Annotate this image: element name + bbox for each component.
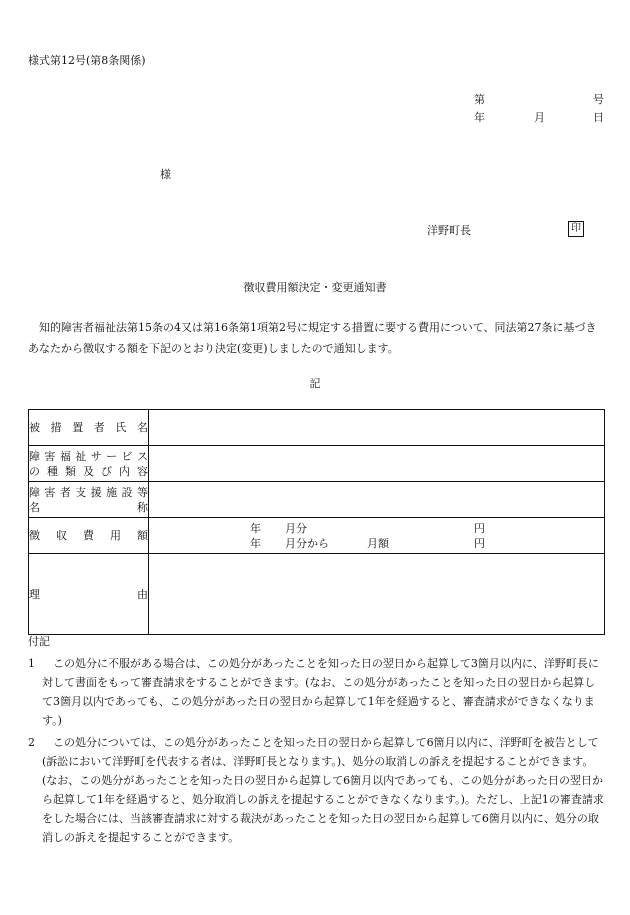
label-char: 置 [72, 421, 84, 434]
label-char: 額 [137, 529, 148, 542]
value-fee[interactable] [149, 518, 605, 554]
label-char: ビ [121, 449, 133, 463]
note-item [28, 733, 605, 847]
issue-date-day: 日 [593, 111, 604, 124]
label-facility-line1 [29, 485, 148, 500]
value-person-name[interactable] [149, 410, 605, 446]
note-number: 2 [28, 736, 35, 749]
fee-year: 年 [250, 521, 261, 535]
value-reason[interactable] [149, 554, 605, 635]
fee-row-monthly [149, 536, 604, 551]
body-paragraph [28, 317, 604, 359]
label-char: 被 [29, 421, 40, 434]
label-char: 類 [65, 464, 76, 478]
label-char: 措 [50, 421, 62, 434]
issue-number-prefix: 第 [474, 93, 485, 106]
label-char: 者 [59, 485, 71, 499]
label-char: 用 [110, 529, 121, 542]
label-facility-name-a: 名 [29, 500, 40, 514]
label-char: び [101, 464, 112, 478]
label-person-name-text [29, 420, 148, 435]
label-char: の [29, 464, 40, 478]
details-table [28, 409, 605, 635]
notes-heading: 付記 [28, 635, 50, 648]
table-row [29, 518, 605, 554]
label-facility [29, 482, 149, 518]
label-person-name [29, 410, 149, 446]
issue-block [474, 91, 604, 127]
form-number: 様式第12号(第8条関係) [28, 54, 146, 67]
label-char: 容 [137, 464, 148, 478]
label-char: サ [90, 449, 102, 463]
value-service[interactable] [149, 446, 605, 482]
fee-from-year: 年 [250, 536, 261, 550]
label-char: 者 [93, 421, 105, 434]
table-row [29, 446, 605, 482]
fee-row-single [149, 521, 604, 536]
label-reason-a: 理 [29, 587, 40, 601]
label-fee [29, 518, 149, 554]
label-char: 名 [136, 421, 148, 434]
label-char: 施 [106, 485, 118, 499]
label-reason [29, 554, 149, 635]
label-char: 障 [29, 449, 40, 463]
fee-monthly-label: 月額 [367, 536, 389, 550]
note-text: この処分に不服がある場合は、この処分があったことを知った日の翌日から起算して3箇月以内に、洋野町長に対して書面をもって審査請求をすることができます。(なお、この処分があったことを知った日の翌日から起算して3箇月以内であっても、この処分があった日の翌日から起算して1年を経過すると、審査請求ができなくなります。) [42, 657, 599, 727]
label-char: ス [136, 449, 148, 463]
label-char: 祉 [75, 449, 87, 463]
table-row [29, 410, 605, 446]
label-facility-line2 [29, 500, 148, 515]
issue-date-year: 年 [474, 111, 485, 124]
fee-yen: 円 [474, 521, 485, 535]
note-number: 1 [28, 657, 35, 670]
label-char: 種 [47, 464, 58, 478]
label-char: 害 [44, 485, 56, 499]
label-char: 費 [83, 529, 94, 542]
note-text: この処分については、この処分があったことを知った日の翌日から起算して6箇月以内に、洋野町を被告として(訴訟において洋野町を代表する者は、洋野町長となります。)、処分の取消しの訴えを提起することができます。(なお、この処分があったことを知った日の翌日から起算して6箇月以内であっても、この処分があった日の翌日から起算して1年を経過すると、処分取消しの訴えを提起することができなくなります。)。ただし、上記1の審査請求をした場合には、当該審査請求に対する裁決があったことを知った日の翌日から起算して6箇月以内に、処分の取消しの訴えを提起することができます。 [42, 736, 604, 844]
label-char: 内 [119, 464, 130, 478]
label-char: 支 [75, 485, 87, 499]
ki-heading: 記 [309, 377, 321, 390]
label-facility-name-b: 称 [137, 500, 148, 514]
label-char: 障 [29, 485, 40, 499]
label-char: ー [106, 449, 118, 463]
notes-list [28, 654, 605, 850]
label-char: 収 [56, 529, 67, 542]
label-reason-text [29, 587, 148, 602]
issue-date-month: 月 [534, 111, 545, 124]
fee-monthly-yen: 円 [474, 536, 485, 550]
fee-month: 月分 [285, 521, 307, 535]
label-char: 等 [136, 485, 148, 499]
label-reason-b: 由 [137, 587, 148, 601]
body-text: 知的障害者福祉法第15条の4又は第16条第1項第2号に規定する措置に要する費用について、同法第27条に基づきあなたから徴収する額を下記のとおり決定(変更)しましたので通知します。 [28, 321, 597, 355]
label-char: 及 [83, 464, 94, 478]
label-char: 害 [44, 449, 56, 463]
issue-number-row [474, 91, 604, 109]
label-service-line2 [29, 464, 148, 479]
issue-number-suffix: 号 [593, 93, 604, 106]
note-item [28, 654, 605, 730]
seal-mark: 印 [568, 221, 584, 237]
issuer-title: 洋野町長 [427, 224, 471, 237]
label-fee-text [29, 528, 148, 543]
label-service-line1 [29, 449, 148, 464]
label-char: 氏 [115, 421, 127, 434]
table-row [29, 554, 605, 635]
label-char: 徴 [29, 529, 40, 542]
value-facility[interactable] [149, 482, 605, 518]
table-row [29, 482, 605, 518]
recipient-suffix: 様 [160, 168, 171, 181]
label-char: 福 [59, 449, 71, 463]
document-title: 徴収費用額決定・変更通知書 [243, 281, 387, 294]
fee-from-month: 月分から [285, 536, 329, 550]
label-char: 援 [90, 485, 102, 499]
issue-date-row [474, 109, 604, 127]
label-service [29, 446, 149, 482]
label-char: 設 [121, 485, 133, 499]
